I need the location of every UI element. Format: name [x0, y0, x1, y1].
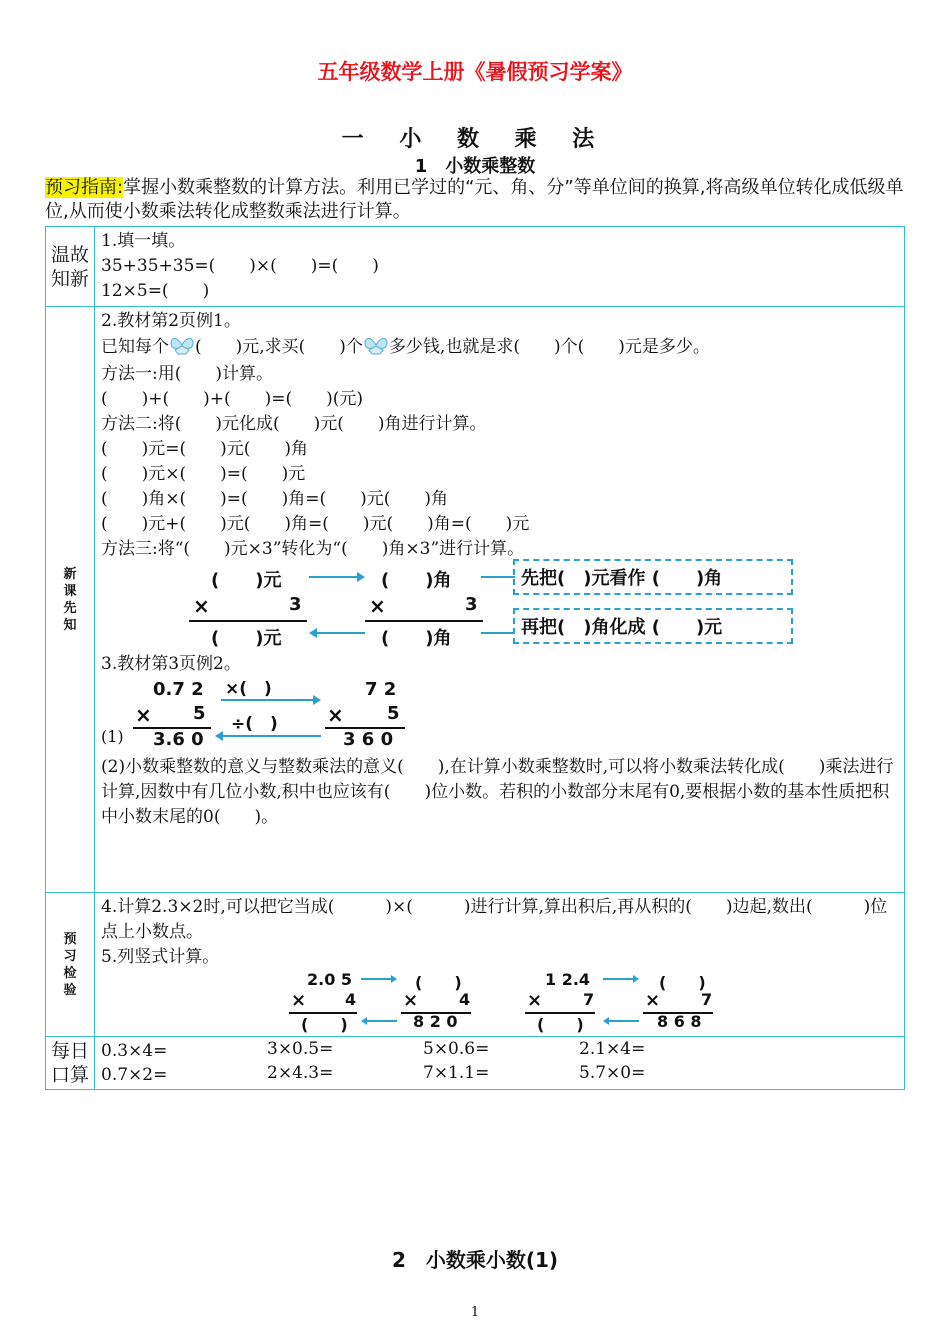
review-line: 35+35+35=( )×( )=( ) [101, 256, 379, 276]
review-label-cell [46, 227, 95, 307]
calc-result: 3 6 0 [343, 729, 394, 750]
new-content [95, 307, 905, 893]
oral-row [46, 1037, 905, 1090]
method2-line: ( )元+( )元( )角=( )元( )角=( )元 [101, 514, 530, 534]
calc-rule [365, 620, 483, 622]
calc-top: ( ) [659, 973, 706, 992]
calc-top: 7 2 [365, 679, 397, 700]
calc-times: × [327, 703, 344, 727]
butterfly-picture-icon [363, 334, 389, 356]
check-row [46, 893, 905, 1037]
preview-guide [45, 176, 915, 224]
calc-top: ( ) [415, 973, 462, 992]
method2: 方法二:将( )元化成( )元( )角进行计算。 [101, 414, 487, 434]
oral-item: 3×0.5= [267, 1039, 334, 1059]
oral-item: 5.7×0= [579, 1063, 646, 1083]
arrow-left-icon [307, 626, 367, 640]
hint-box: 再把( )角化成 ( )元 [513, 608, 793, 644]
oral-item: 7×1.1= [423, 1063, 490, 1083]
calc-rule [189, 620, 307, 622]
method1: 方法一:用( )计算。 [101, 364, 273, 384]
worksheet-table [45, 226, 905, 1090]
review-line: 12×5=( ) [101, 281, 210, 301]
example2-vertical-calc [101, 677, 898, 755]
example2-heading: 3.教材第3页例2。 [101, 654, 241, 674]
page-number: 1 [470, 1305, 480, 1320]
calc-n: 5 [387, 703, 400, 724]
arrow-left-icon [213, 729, 323, 743]
calc-n: 7 [701, 990, 713, 1009]
calc-result: ( ) [301, 1015, 348, 1034]
calc-n: 3 [289, 594, 302, 615]
calc-top: ( )角 [381, 570, 452, 591]
guide-label: 预习指南: [45, 177, 124, 198]
question-5: 5.列竖式计算。 [101, 947, 220, 967]
new-label-cell [46, 307, 95, 893]
oral-item: 5×0.6= [423, 1039, 490, 1059]
oral-item: 0.3×4= [101, 1041, 168, 1061]
check-label-cell [46, 893, 95, 1037]
connector-line [481, 570, 515, 584]
calc-result: 3.6 0 [153, 729, 204, 750]
arrow-left-icon [601, 1015, 641, 1027]
example1-heading: 2.教材第2页例1。 [101, 311, 241, 331]
calc-top: 2.0 5 [307, 970, 353, 989]
guide-text: 掌握小数乘整数的计算方法。利用已学过的“元、角、分”等单位间的换算,将高级单位转化成低级单位,从而使小数乘法转化成整数乘法进行计算。 [45, 177, 904, 222]
new-label: 新课先知 [63, 566, 77, 633]
oral-label: 每日口算 [50, 1040, 89, 1086]
oral-grid [101, 1039, 735, 1087]
calc-result: ( ) [537, 1015, 584, 1034]
q5-vertical-calcs [101, 970, 898, 1034]
calc-n: 4 [345, 990, 357, 1009]
calc-times: × [135, 703, 152, 727]
method2-line: ( )角×( )=( )角=( )元( )角 [101, 489, 449, 509]
calc-n: 7 [583, 990, 595, 1009]
example1-question [101, 334, 898, 360]
calc-result: ( )角 [381, 628, 452, 649]
calc-top: 0.7 2 [153, 679, 204, 700]
calc-result: 8 2 0 [413, 1012, 458, 1031]
oral-item: 2×4.3= [267, 1063, 334, 1083]
oral-content [95, 1037, 905, 1090]
hint-box: 先把( )元看作 ( )角 [513, 559, 793, 595]
check-content [95, 893, 905, 1037]
calc-times: × [403, 990, 419, 1011]
arrow-right-icon [219, 693, 323, 707]
method2-line: ( )元=( )元( )角 [101, 439, 309, 459]
method3-vertical-calc [101, 562, 898, 652]
review-label: 温故知新 [50, 243, 89, 290]
calc-times: × [291, 990, 307, 1011]
check-label: 预习检验 [63, 931, 77, 998]
butterfly-picture-icon [169, 334, 195, 356]
calc-result: ( )元 [211, 628, 282, 649]
review-line: 1.填一填。 [101, 231, 186, 251]
method2-line: ( )元×( )=( )元 [101, 464, 306, 484]
review-content [95, 227, 905, 307]
part-label: (1) [101, 727, 124, 746]
next-section-heading: 2 小数乘小数(1) [391, 1248, 559, 1272]
q-part: ( )元,求买( )个 [195, 337, 363, 357]
question-4: 4.计算2.3×2时,可以把它当成( )×( )进行计算,算出积后,再从积的( )边起,数出( )位点上小数点。 [101, 897, 888, 942]
arrow-right-icon [601, 973, 641, 985]
calc-top: ( )元 [211, 570, 282, 591]
oral-item: 2.1×4= [579, 1039, 646, 1059]
arrow-right-icon [307, 570, 367, 584]
oral-label-cell [46, 1037, 95, 1090]
new-lesson-row [46, 307, 905, 893]
calc-n: 5 [193, 703, 206, 724]
calc-times: × [193, 594, 210, 618]
calc-times: × [527, 990, 543, 1011]
q-part: 已知每个 [101, 337, 169, 357]
calc-n: 4 [459, 990, 471, 1009]
page-title: 五年级数学上册《暑假预习学案》 [317, 60, 633, 84]
oral-item: 0.7×2= [101, 1065, 168, 1085]
calc-n: 3 [465, 594, 478, 615]
calc-times: × [369, 594, 386, 618]
q-part: 多少钱,也就是求( )个( )元是多少。 [388, 337, 710, 357]
connector-line [481, 626, 515, 640]
method3: 方法三:将“( )元×3”转化为“( )角×3”进行计算。 [101, 539, 525, 559]
section-heading: 1 小数乘整数 [414, 156, 536, 177]
arrow-right-icon [359, 973, 399, 985]
calc-times: × [645, 990, 661, 1011]
example2-question: (2)小数乘整数的意义与整数乘法的意义( ),在计算小数乘整数时,可以将小数乘法转化成( )乘法进行计算,因数中有几位小数,积中也应该有( )位小数。若积的小数部分末尾有0,要根据小数的基本性质把积中小数末尾的0( )。 [101, 757, 894, 827]
calc-top: 1 2.4 [545, 970, 591, 989]
arrow-left-icon [359, 1015, 399, 1027]
review-row [46, 227, 905, 307]
chapter-heading: 一 小 数 乘 法 [341, 127, 609, 152]
method1-line: ( )+( )+( )=( )(元) [101, 389, 364, 409]
calc-result: 8 6 8 [657, 1012, 702, 1031]
arrow-label: ÷( ) [231, 714, 278, 734]
arrow-label: ×( ) [225, 679, 272, 699]
